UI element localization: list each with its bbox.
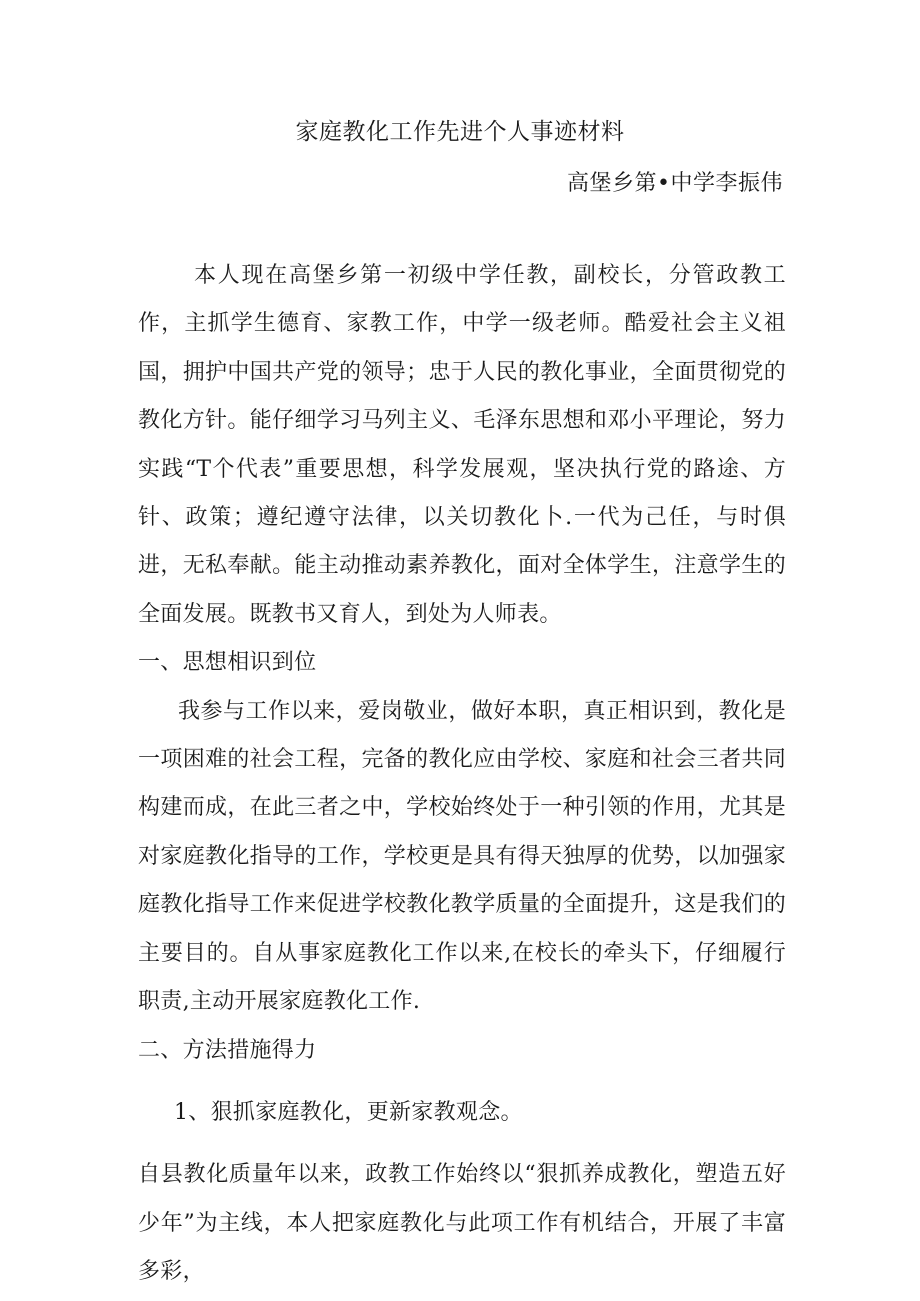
subsection-heading-1: 1、狠抓家庭教化，更新家教观念。	[174, 1099, 523, 1125]
author-line: 高堡乡第•中学李振伟	[567, 171, 783, 196]
document-title: 家庭教化工作先进个人事迹材料	[295, 119, 625, 145]
intro-paragraph: 本人现在高堡乡第一初级中学任教，副校长，分管政教工作，主抓学生德育、家教工作，中学一级老师。酷爱社会主义祖国，拥护中国共产党的领导；忠于人民的教化事业，全面贯彻党的教化方针。能仔细学习马列主义、毛泽东思想和邓小平理论，努力实践“T个代表”重要思想，科学发展观，坚决执行党的路途、方针、政策；遵纪遵守法律，以关切教化卜.一代为己任，与时俱进，无私奉献。能主动推动素养教化，面对全体学生，注意学生的全面发展。既教书又育人，到处为人师表。	[138, 263, 786, 627]
section-heading-2: 二、方法措施得力	[138, 1037, 317, 1063]
section-heading-1: 一、思想相识到位	[138, 650, 317, 676]
section-1-paragraph: 我参与工作以来，爱岗敬业，做好本职，真正相识到，教化是一项困难的社会工程，完备的教化应由学校、家庭和社会三者共同构建而成，在此三者之中，学校始终处于一种引领的作用，尤其是对家庭教化指导的工作，学校更是具有得天独厚的优势，以加强家庭教化指导工作来促进学校教化教学质量的全面提升，这是我们的主要目的。自从事家庭教化工作以来,在校长的牵头下，仔细履行职责,主动开展家庭教化工作.	[138, 698, 786, 1015]
subsection-1-paragraph: 自县教化质量年以来，政教工作始终以“狠抓养成教化，塑造五好少年”为主线，本人把家庭教化与此项工作有机结合，开展了丰富多彩，	[138, 1162, 786, 1285]
document-body	[138, 252, 786, 1297]
